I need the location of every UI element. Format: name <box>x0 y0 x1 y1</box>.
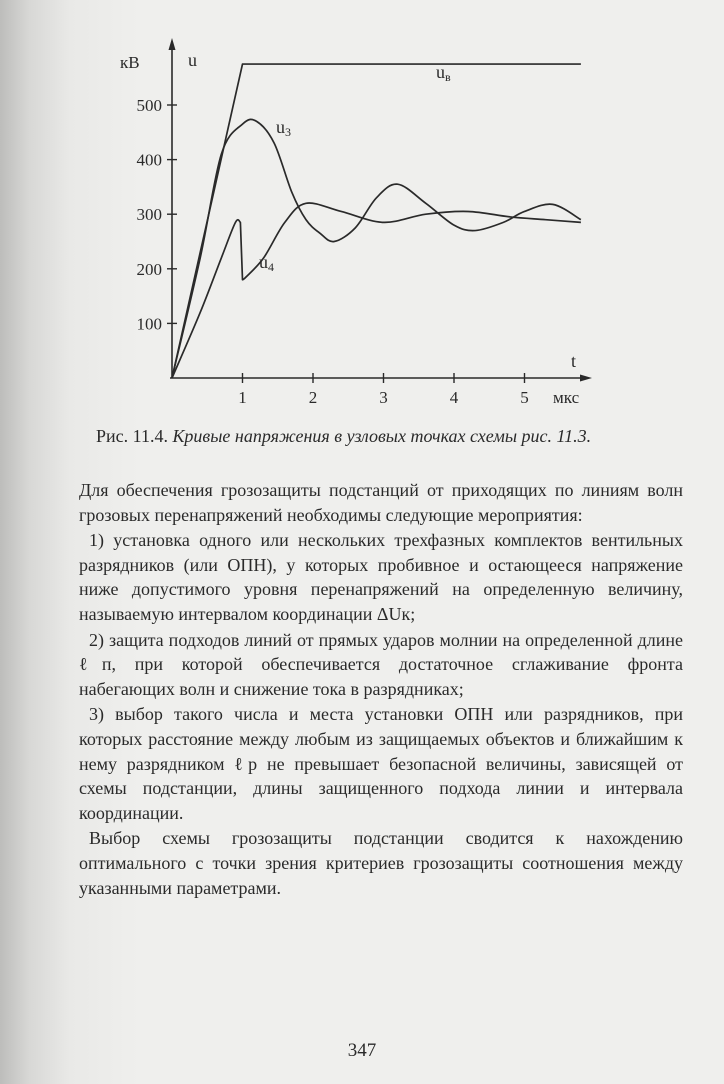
x-tick-label: 1 <box>238 388 247 407</box>
body-text <box>79 478 683 901</box>
x-axis-arrow <box>580 375 592 382</box>
paragraph-conclusion: Выбор схемы грозозащиты подстанции сводится к нахождению оптимального с точки зрения критериев грозозащиты соотношения между указанными параметрами. <box>79 828 683 898</box>
y-tick-label: 300 <box>136 205 162 225</box>
paragraph-intro: Для обеспечения грозозащиты подстанций от приходящих по линиям волн грозовых перенапряжений необходимы следующие мероприятия: <box>79 480 683 525</box>
curve-u4 <box>172 203 581 378</box>
page-number: 347 <box>347 1040 377 1061</box>
x-tick-label: 5 <box>520 388 529 407</box>
y-variable-label: u <box>188 50 197 70</box>
x-tick-label: 3 <box>379 388 388 407</box>
voltage-curves-figure <box>0 0 724 420</box>
y-unit-label: кВ <box>120 53 140 72</box>
y-tick-label: 500 <box>136 96 162 115</box>
x-tick-label: 2 <box>308 388 318 407</box>
figure-caption-text: Кривые напряжения в узловых точках схемы рис. 11.3. <box>172 426 592 446</box>
figure-caption <box>96 426 696 447</box>
paragraph-item-2: 2) защита подходов линий от прямых ударов молнии на определенной длине ℓп, при которой обеспечивается достаточное сглаживание фронта набегающих волн и снижение тока в разрядниках; <box>79 629 683 699</box>
curve-label-u4: u4 <box>259 252 274 274</box>
y-tick-label: 100 <box>136 314 162 334</box>
curve-u3 <box>172 119 581 378</box>
curves <box>172 64 581 378</box>
y-ticks <box>137 96 178 333</box>
x-tick-label: 4 <box>449 388 459 407</box>
x-variable-label: t <box>571 351 577 371</box>
paragraph-item-3: 3) выбор такого числа и места установки ОПН или разрядников, при которых расстояние между любым из защищаемых объектов и ближайшим к нему разрядником ℓр не превышает безопасной величины, зависящей от схемы подстанции, длины защищенного подхода линии и интервала координации. <box>79 704 683 823</box>
figure-caption-label: Рис. 11.4. <box>96 426 168 446</box>
y-tick-label: 400 <box>136 150 162 170</box>
y-tick-label: 200 <box>136 259 162 279</box>
x-unit-label: мкс <box>553 388 580 407</box>
curve-label-uv: uв <box>436 62 451 84</box>
paragraph-item-1: 1) установка одного или нескольких трехфазных комплектов вентильных разрядников (или ОПН), у которых пробивное и остающееся напряжение ниже допустимого уровня перенапряжений на определенную величину, называемую интервалом координации ΔUк; <box>79 530 683 624</box>
y-axis-arrow <box>169 38 176 50</box>
curve-label-u3: u3 <box>276 117 291 139</box>
